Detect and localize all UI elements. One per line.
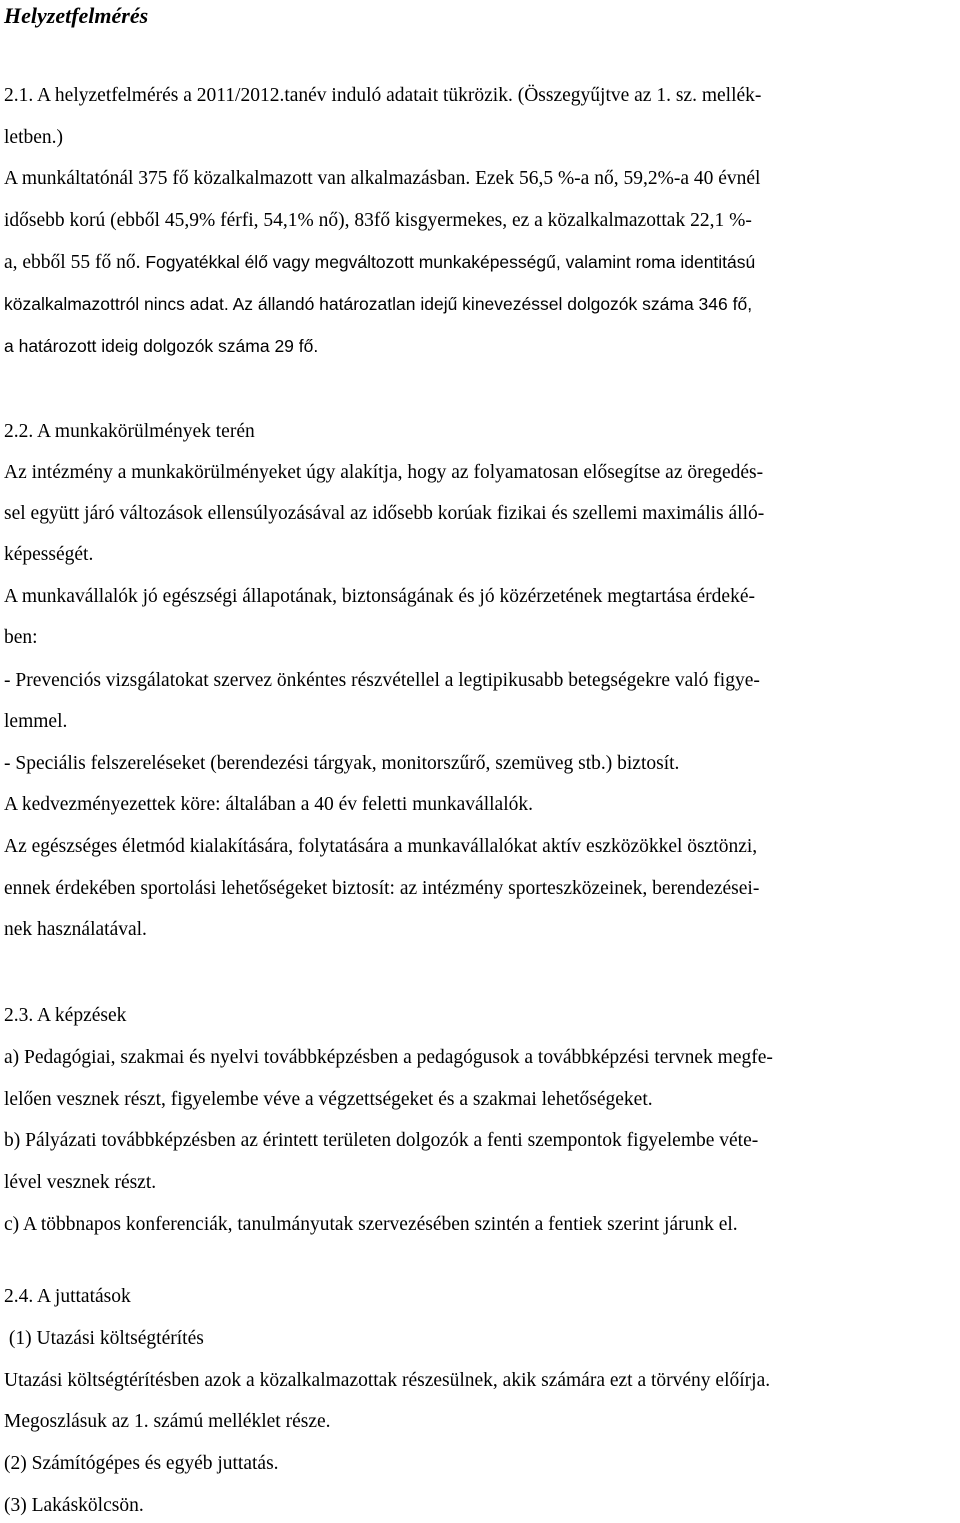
document-title: Helyzetfelmérés [4,3,149,28]
text-line-22: a) Pedagógiai, szakmai és nyelvi továbbképzésben a pedagógusok a továbbképzési tervnek megfe- [4,1047,773,1068]
text-line-16: - Speciális felszereléseket (berendezési tárgyak, monitorszűrő, szemüveg stb.) biztosít. [4,753,680,774]
text-line-9: Az intézmény a munkakörülményeket úgy alakítja, hogy az folyamatosan elősegítse az öregedés- [4,462,764,483]
text-line-31: (2) Számítógépes és egyéb juttatás. [4,1453,279,1474]
text-line-23: lelően vesznek részt, figyelembe véve a végzettségeket és a szakmai lehetőségeket. [4,1089,653,1110]
text-line-30: Megoszlásuk az 1. számú melléklet része. [4,1411,331,1432]
text-line-10: sel együtt járó változások ellensúlyozásával az idősebb korúak fizikai és szellemi maximális álló- [4,503,765,524]
text-line-15: lemmel. [4,711,68,732]
text-line-12: A munkavállalók jó egészségi állapotának, biztonságának és jó közérzetének megtartása érdeké- [4,586,755,607]
text-line-24: b) Pályázati továbbképzésben az érintett területen dolgozók a fenti szempontok figyelembe véte- [4,1130,759,1151]
text-line-20: nek használatával. [4,919,147,940]
text-line-19: ennek érdekében sportolási lehetőségeket biztosít: az intézmény sporteszközeinek, berendezései- [4,878,760,899]
text-line-26: c) A többnapos konferenciák, tanulmányutak szervezésében szintén a fentiek szerint járunk el. [4,1214,738,1235]
section-heading-2-2: 2.2. A munkakörülmények terén [4,421,255,442]
text-line-6: közalkalmazottról nincs adat. Az állandó határozatlan idejű kinevezéssel dolgozók száma 346 fő, [4,294,753,314]
text-line-11: képességét. [4,544,94,565]
text-line-29: Utazási költségtérítésben azok a közalkalmazottak részesülnek, akik számára ezt a törvény előírja. [4,1370,771,1391]
text-line-17: A kedvezményezettek köre: általában a 40 év feletti munkavállalók. [4,794,533,815]
text-line-14: - Prevenciós vizsgálatokat szervez önkéntes részvétellel a legtipikusabb betegségekre való figye- [4,670,760,691]
text-line-28: (1) Utazási költségtérítés [4,1328,204,1349]
text-line-5 [4,249,755,276]
text-line-32: (3) Lakáskölcsön. [4,1495,144,1516]
text-line-5-sans: Fogyatékkal élő vagy megváltozott munkaképességű, valamint roma identitású [145,252,756,272]
text-line-25: lével vesznek részt. [4,1172,157,1193]
section-heading-2-3: 2.3. A képzések [4,1005,127,1026]
text-line-7: a határozott ideig dolgozók száma 29 fő. [4,336,319,356]
text-line-5-serif: a, ebből 55 fő nő. [4,252,146,273]
text-line-3: A munkáltatónál 375 fő közalkalmazott van alkalmazásban. Ezek 56,5 %-a nő, 59,2%-a 40 évnél [4,168,761,189]
text-line-4: idősebb korú (ebből 45,9% férfi, 54,1% nő), 83fő kisgyermekes, ez a közalkalmazottak 22,1 %- [4,210,752,231]
text-line-18: Az egészséges életmód kialakítására, folytatására a munkavállalókat aktív eszközökkel ösztönzi, [4,836,758,857]
text-line-2: letben.) [4,127,64,148]
text-line-13: ben: [4,627,38,648]
section-heading-2-4: 2.4. A juttatások [4,1286,131,1307]
text-line-1: 2.1. A helyzetfelmérés a 2011/2012.tanév induló adatait tükrözik. (Összegyűjtve az 1. sz. mellék- [4,85,762,106]
